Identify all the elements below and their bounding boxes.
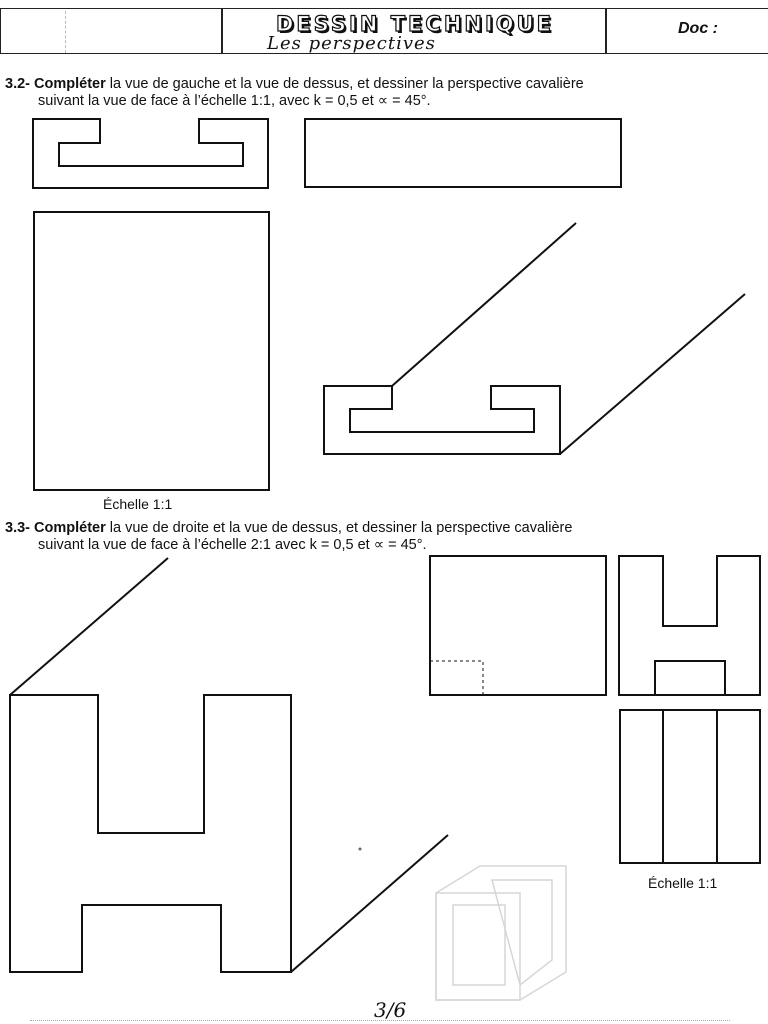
- ex33-right-view-hidden-line: [430, 661, 483, 695]
- exercise-32-number: 3.2-: [5, 76, 30, 92]
- ex33-front-view-step: [655, 661, 725, 695]
- ex33-right-view: [430, 556, 606, 695]
- ex32-scale-label: Échelle 1:1: [103, 496, 173, 512]
- exercise-33-line2: suivant la vue de face à l’échelle 2:1 avec k = 0,5 et ∝ = 45°.: [38, 537, 427, 553]
- ex32-top-view: [305, 119, 621, 187]
- exercise-32-line1: la vue de gauche et la vue de dessus, et dessiner la perspective cavalière: [109, 76, 584, 92]
- ink-dot: [359, 848, 362, 851]
- page-number: 3/6: [374, 998, 407, 1022]
- ex33-front-view: [619, 556, 760, 695]
- page-title: DESSIN TECHNIQUE: [275, 12, 555, 36]
- ex32-receding-line-bottom: [560, 294, 745, 454]
- ex33-scale-label: Échelle 1:1: [648, 875, 718, 891]
- ex32-front-view: [33, 119, 268, 188]
- doc-label: Doc :: [678, 20, 718, 37]
- ex32-receding-line-top: [392, 223, 576, 386]
- footer-divider: [30, 1020, 730, 1021]
- exercise-33-verb: Compléter: [34, 520, 106, 536]
- exercise-33-number: 3.3-: [5, 520, 30, 536]
- ex33-perspective-face: [10, 695, 291, 972]
- exercise-33-line1: la vue de droite et la vue de dessus, et dessiner la perspective cavalière: [109, 520, 573, 536]
- ex32-perspective-face: [324, 386, 560, 454]
- ex33-top-view: [620, 710, 760, 863]
- page-subtitle: Les perspectives: [267, 33, 436, 54]
- ex33-receding-line-bottom: [291, 835, 448, 972]
- ex33-receding-line-top: [10, 558, 168, 695]
- exercise-32-verb: Compléter: [34, 76, 106, 92]
- watermark-logo: [436, 866, 566, 1000]
- ex32-side-view: [34, 212, 269, 490]
- exercise-32-line2: suivant la vue de face à l’échelle 1:1, avec k = 0,5 et ∝ = 45°.: [38, 93, 431, 109]
